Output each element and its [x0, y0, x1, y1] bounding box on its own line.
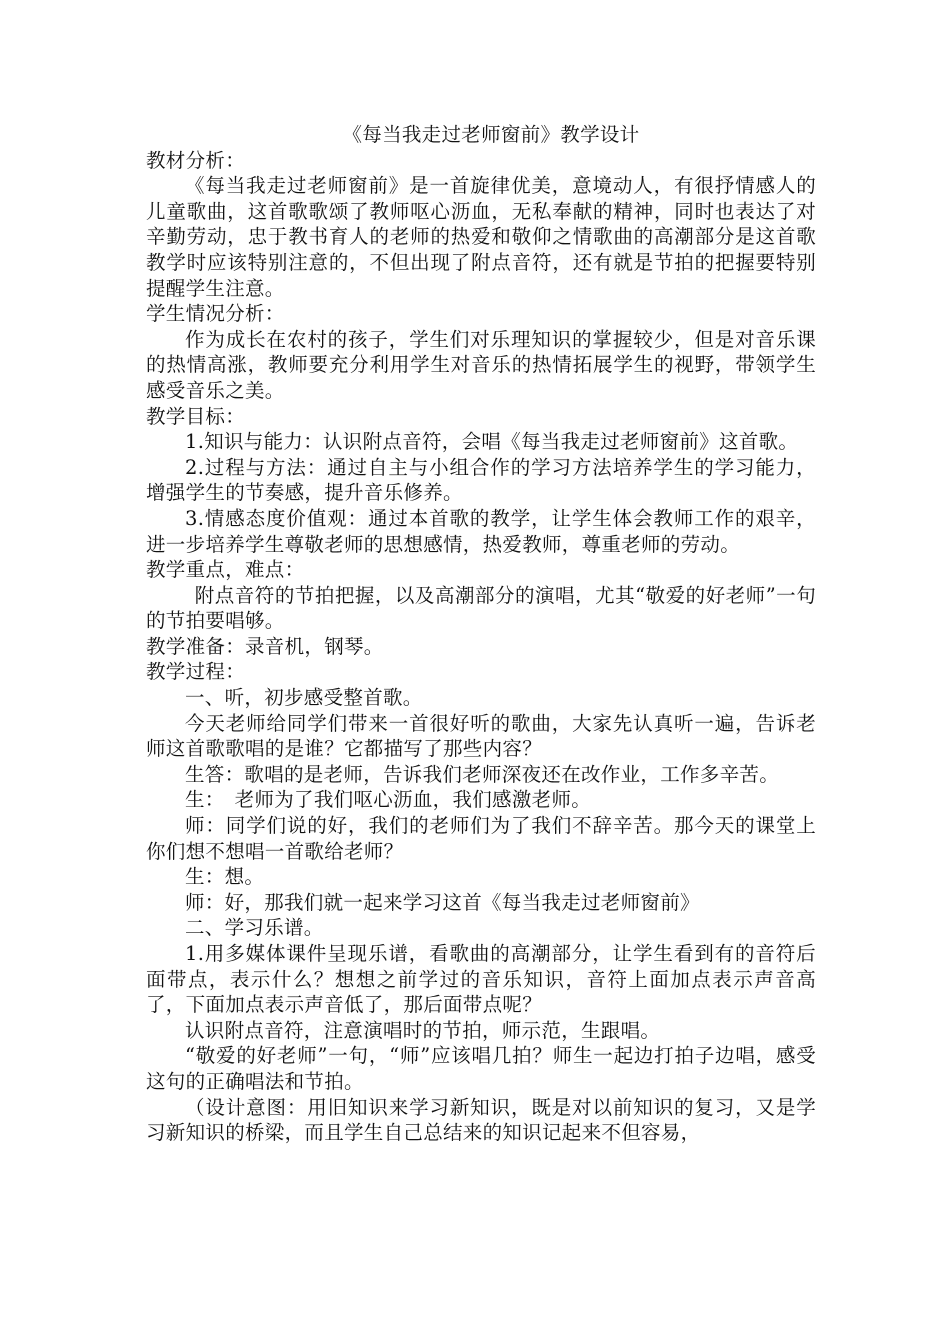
paragraph: 认识附点音符，注意演唱时的节拍，师示范，生跟唱。: [185, 1018, 661, 1042]
paragraph: “敬爱的好老师”一句，“师”应该唱几拍？师生一起边打拍子边唱，感受这句的正确唱法和节拍。: [146, 1044, 816, 1093]
paragraph: 附点音符的节拍把握，以及高潮部分的演唱，尤其“敬爱的好老师”一句的节拍要唱够。: [146, 583, 816, 633]
paragraph: 《每当我走过老师窗前》是一首旋律优美，意境动人，有很抒情感人的儿童歌曲，这首歌歌颂了教师呕心沥血，无私奉献的精神，同时也表达了对辛勤劳动，忠于教书育人的老师的热爱和敬仰之情歌曲的高潮部分是这首歌教学时应该特别注意的，不但出现了附点音符，还有就是节拍的把握要特别提醒学生注意。: [146, 174, 816, 300]
paragraph: 2.过程与方法：通过自主与小组合作的学习方法培养学生的学习能力，增强学生的节奏感，提升音乐修养。: [146, 455, 816, 505]
paragraph: 二、学习乐谱。: [185, 916, 324, 940]
paragraph: 1.用多媒体课件呈现乐谱，看歌曲的高潮部分，让学生看到有的音符后面带点，表示什么？想想之前学过的音乐知识，音符上面加点表示声音高了，下面加点表示声音低了，那后面带点呢？: [146, 942, 816, 1017]
paragraph: 生： 老师为了我们呕心沥血，我们感激老师。: [185, 788, 592, 812]
section-heading-teaching-goals: 教学目标：: [146, 404, 246, 428]
section-heading-key-points: 教学重点，难点：: [146, 558, 305, 582]
paragraph: 1.知识与能力：认识附点音符，会唱《每当我走过老师窗前》这首歌。: [185, 430, 799, 454]
paragraph: 一、听，初步感受整首歌。: [185, 686, 423, 710]
section-heading-material-analysis: 教材分析：: [146, 148, 246, 172]
document-title: 《每当我走过老师窗前》教学设计: [342, 123, 640, 146]
section-heading-teaching-process: 教学过程：: [146, 660, 246, 684]
document-page: [146, 122, 816, 1146]
paragraph: 师：同学们说的好，我们的老师们为了我们不辞辛苦。那今天的课堂上你们想不想唱一首歌给老师？: [146, 814, 816, 863]
paragraph: 生答：歌唱的是老师，告诉我们老师深夜还在改作业，工作多辛苦。: [185, 762, 780, 786]
paragraph: 3.情感态度价值观：通过本首歌的教学，让学生体会教师工作的艰辛，进一步培养学生尊敬老师的思想感情，热爱教师，尊重老师的劳动。: [146, 506, 816, 556]
section-heading-student-analysis: 学生情况分析：: [146, 302, 285, 326]
section-heading-preparation: 教学准备：录音机，钢琴。: [146, 634, 384, 658]
paragraph: 师：好，那我们就一起来学习这首《每当我走过老师窗前》: [185, 890, 700, 914]
paragraph: 作为成长在农村的孩子，学生们对乐理知识的掌握较少，但是对音乐课的热情高涨，教师要充分利用学生对音乐的热情拓展学生的视野，带领学生感受音乐之美。: [146, 327, 816, 402]
paragraph: 今天老师给同学们带来一首很好听的歌曲，大家先认真听一遍，告诉老师这首歌歌唱的是谁？它都描写了那些内容？: [146, 711, 816, 761]
paragraph: 生：想。: [185, 865, 265, 889]
paragraph: （设计意图：用旧知识来学习新知识，既是对以前知识的复习，又是学习新知识的桥梁，而且学生自己总结来的知识记起来不但容易，: [146, 1095, 816, 1145]
